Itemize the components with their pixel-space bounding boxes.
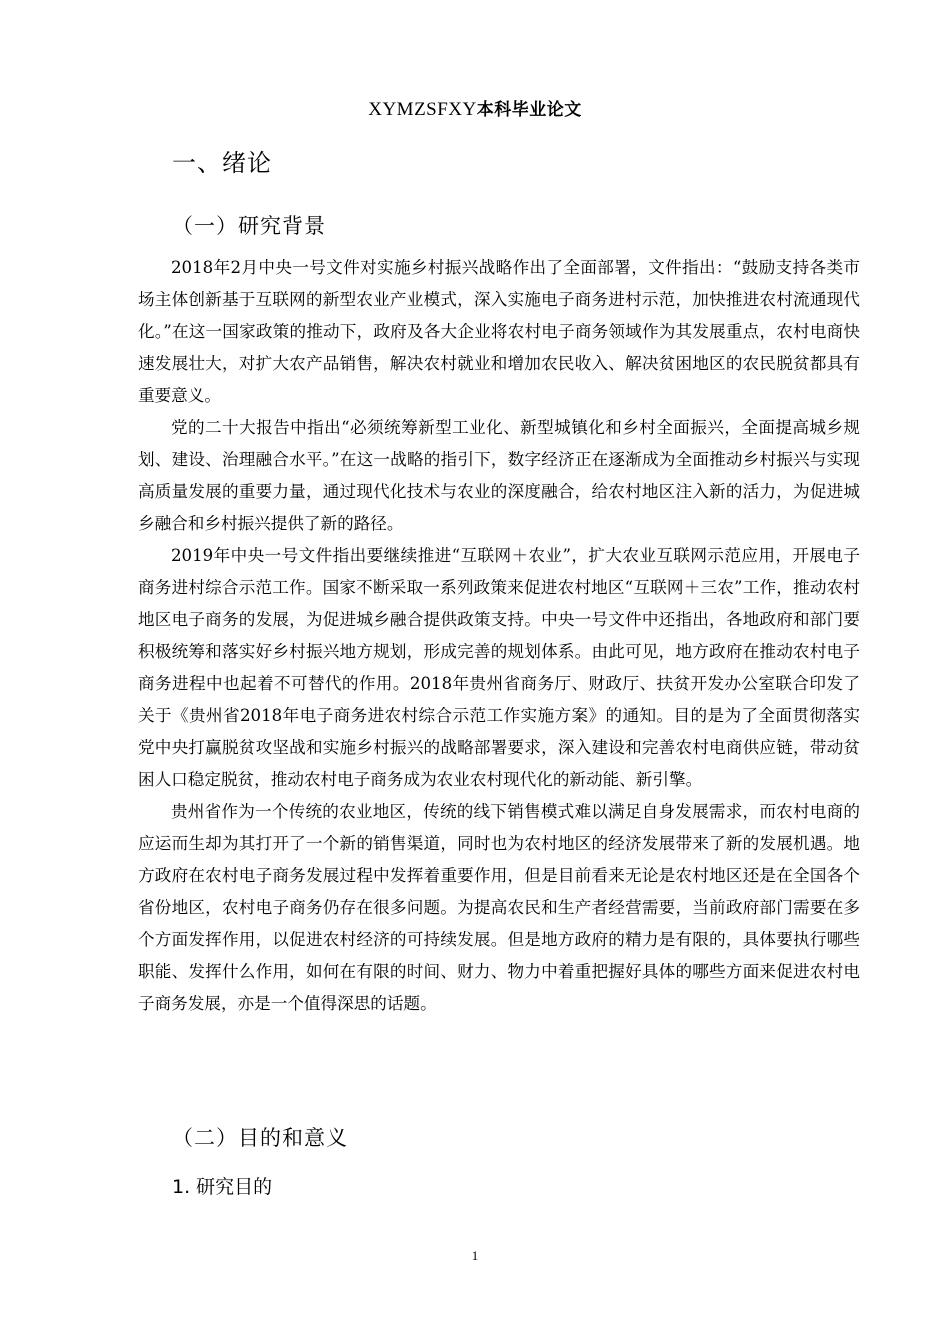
header-thesis-label: 本科毕业论文 [476,100,582,120]
section-title-purpose: （二）目的和意义 [172,1126,348,1150]
section-title-background: （一）研究背景 [172,214,326,238]
page-header [0,95,950,121]
subsection-title: 1. 研究目的 [172,1176,273,1198]
paragraph-1: 2018年2月中央一号文件对实施乡村振兴战略作出了全面部署，文件指出：“鼓励支持各类市场主体创新基于互联网的新型农业产业模式，深入实施电子商务进村示范，加快推进农村流通现代化。”在这一国家政策的推动下，政府及各大企业将农村电子商务领域作为其发展重点，农村电商快速发展壮大，对扩大农产品销售，解决农村就业和增加农民收入、解决贫困地区的农民脱贫都具有重要意义。 [138,258,860,405]
chapter-title: 一、绪论 [172,149,272,177]
body-text [138,252,860,1020]
paragraph-2: 党的二十大报告中指出“必须统筹新型工业化、新型城镇化和乡村全面振兴，全面提高城乡规划、建设、治理融合水平。”在这一战略的指引下，数字经济正在逐渐成为全面推动乡村振兴与实现高质量发展的重要力量，通过现代化技术与农业的深度融合，给农村地区注入新的活力，为促进城乡融合和乡村振兴提供了新的路径。 [138,418,860,533]
paragraph-3: 2019年中央一号文件指出要继续推进“互联网＋农业”，扩大农业互联网示范应用，开展电子商务进村综合示范工作。国家不断采取一系列政策来促进农村地区“互联网＋三农”工作，推动农村地区电子商务的发展，为促进城乡融合提供政策支持。中央一号文件中还指出，各地政府和部门要积极统筹和落实好乡村振兴地方规划，形成完善的规划体系。由此可见，地方政府在推动农村电子商务进程中也起着不可替代的作用。2018年贵州省商务厅、财政厅、扶贫开发办公室联合印发了关于《贵州省2018年电子商务进农村综合示范工作实施方案》的通知。目的是为了全面贯彻落实党中央打赢脱贫攻坚战和实施乡村振兴的战略部署要求，深入建设和完善农村电商供应链，带动贫困人口稳定脱贫，推动农村电子商务成为农业农村现代化的新动能、新引擎。 [138,546,860,789]
page-number: 1 [471,1248,479,1263]
paragraph-4: 贵州省作为一个传统的农业地区，传统的线下销售模式难以满足自身发展需求，而农村电商的应运而生却为其打开了一个新的销售渠道，同时也为农村地区的经济发展带来了新的发展机遇。地方政府在农村电子商务发展过程中发挥着重要作用，但是目前看来无论是农村地区还是在全国各个省份地区，农村电子商务仍存在很多问题。为提高农民和生产者经营需要，当前政府部门需要在多个方面发挥作用，以促进农村经济的可持续发展。但是地方政府的精力是有限的，具体要执行哪些职能、发挥什么作用，如何在有限的时间、财力、物力中着重把握好具体的哪些方面来促进农村电子商务发展，亦是一个值得深思的话题。 [138,802,860,1013]
header-latin-text: XYMZSFXY [368,99,477,120]
